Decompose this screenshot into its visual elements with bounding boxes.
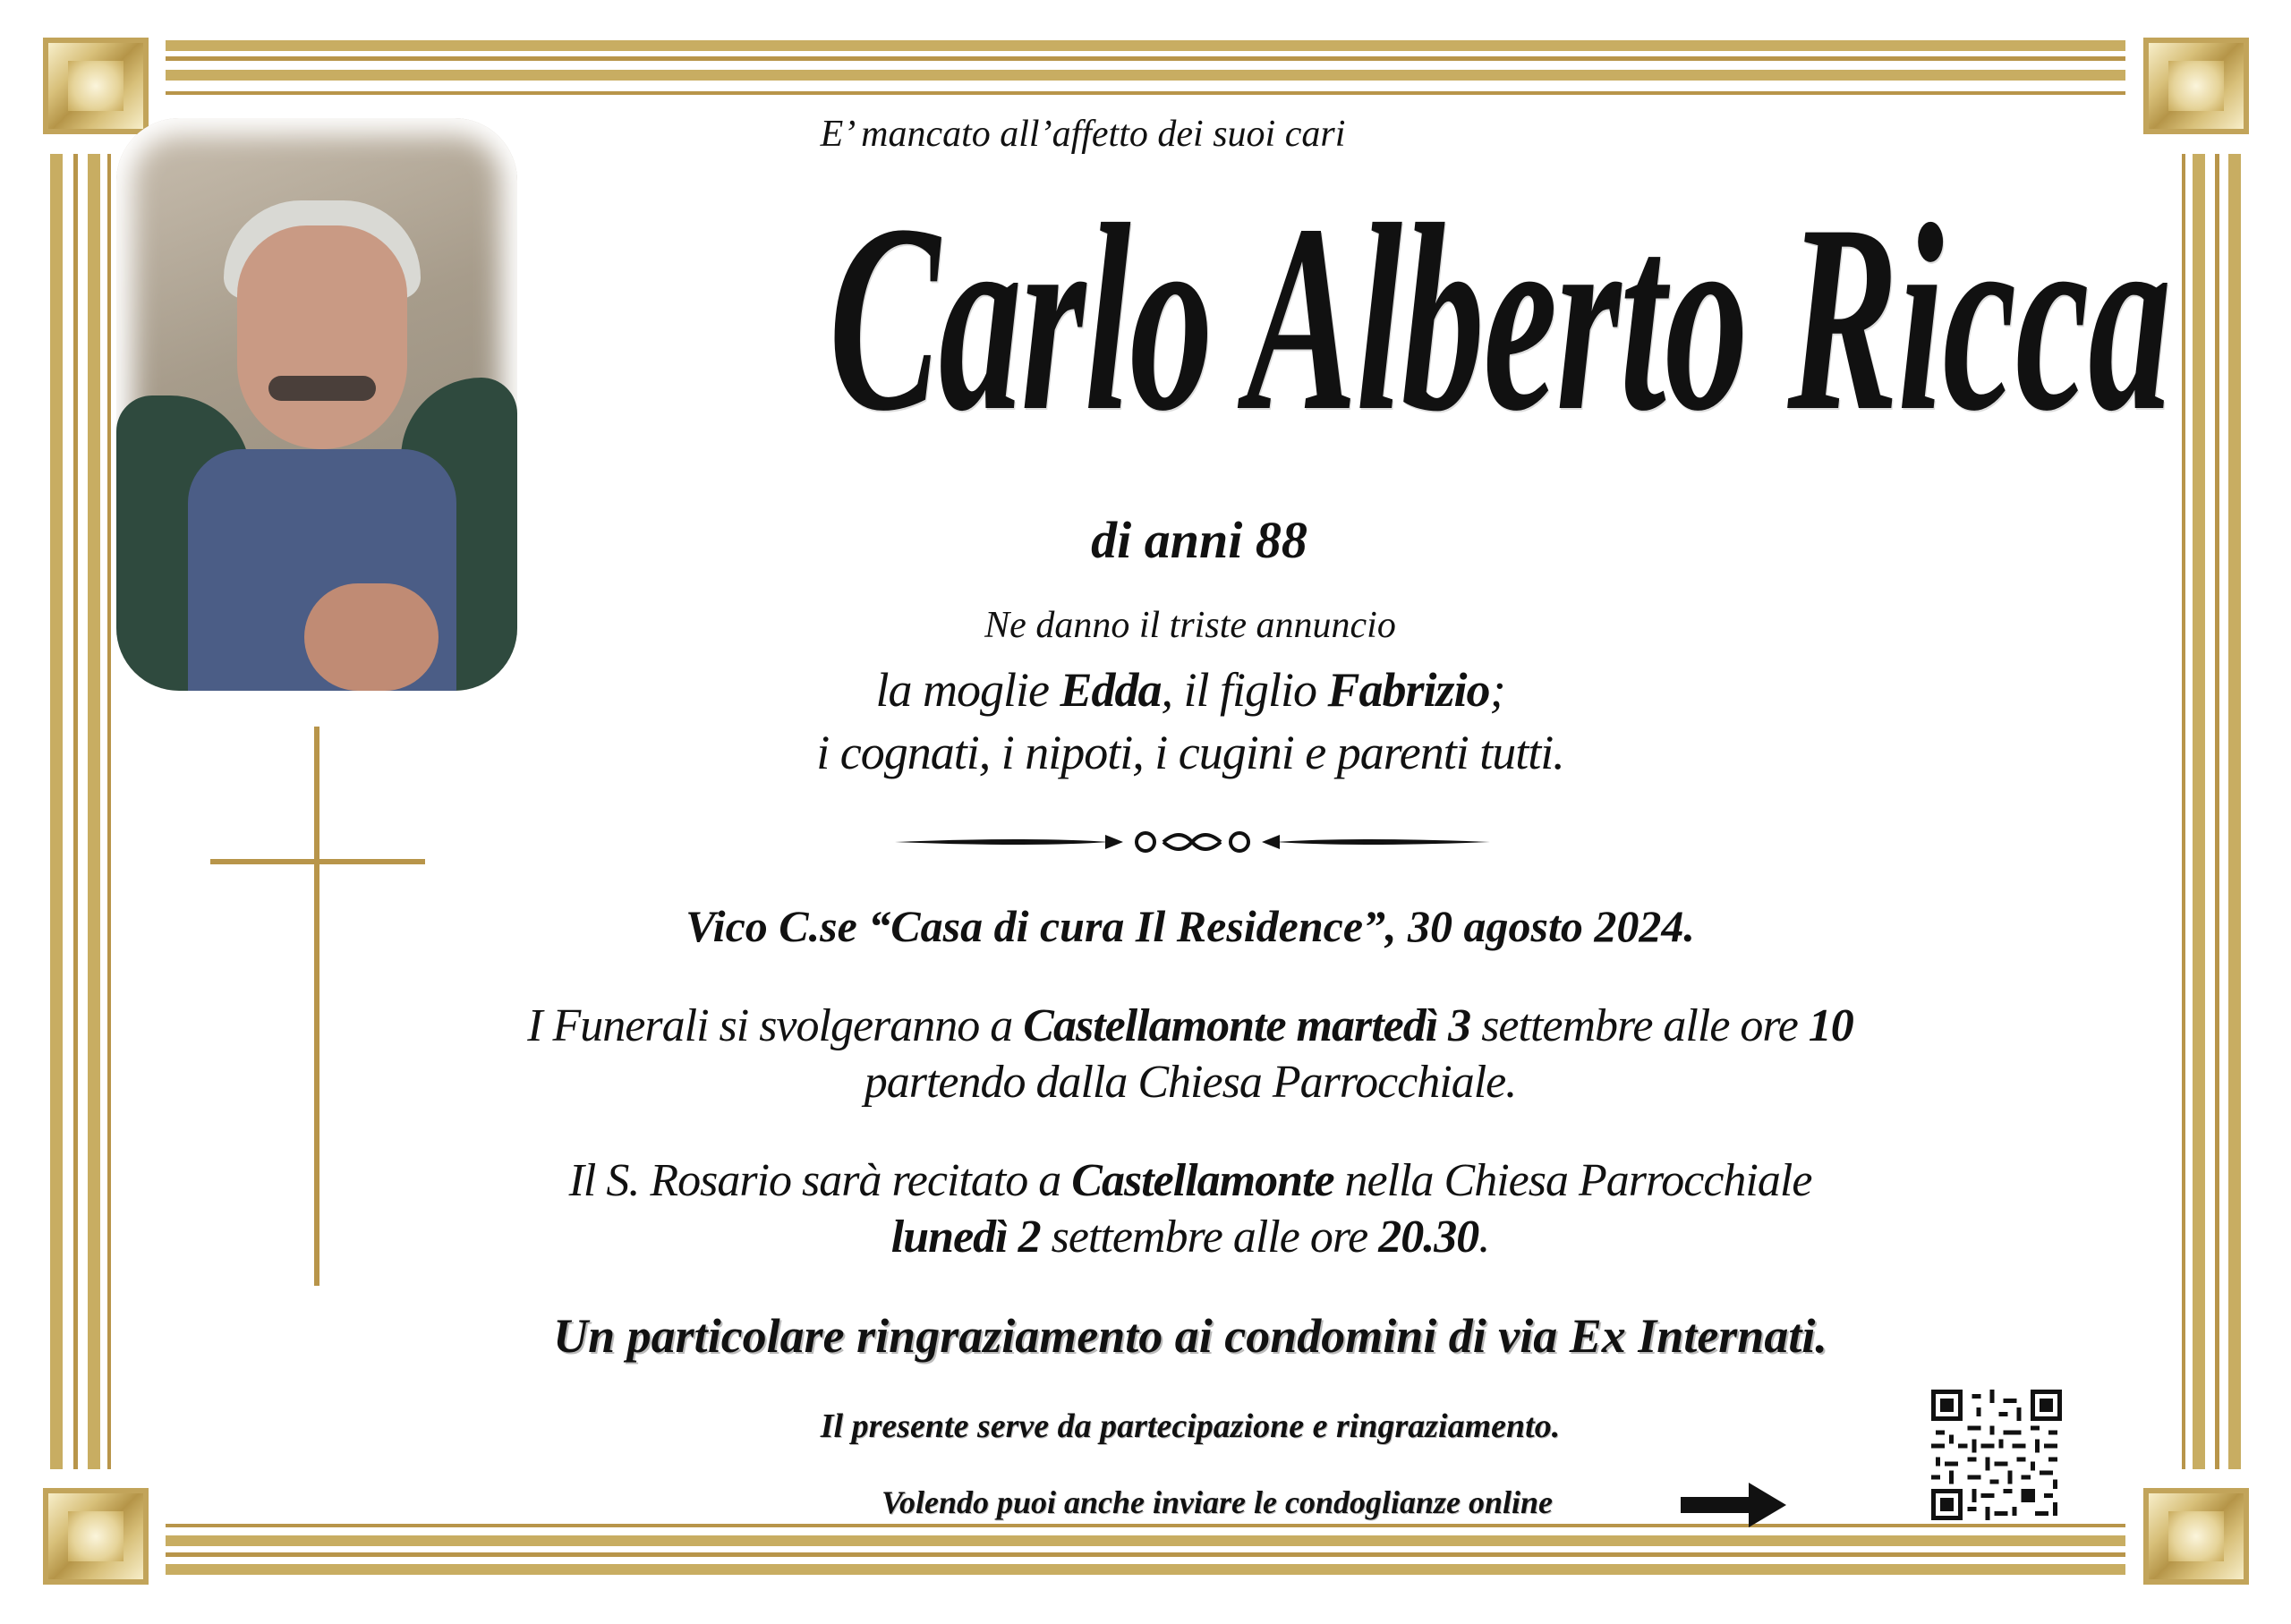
family-text-2: , il figlio — [1161, 663, 1328, 717]
corner-ornament-bottom-left — [43, 1488, 149, 1585]
frame-bottom-line — [166, 1524, 2125, 1527]
rosary-text-1: Il S. Rosario sarà recitato a — [568, 1155, 1072, 1206]
photo-face — [237, 225, 407, 449]
frame-right-bar-2 — [2228, 154, 2241, 1469]
portrait-photo — [116, 118, 517, 691]
frame-right-line-2 — [2215, 154, 2219, 1469]
rosary-line-1 — [376, 1154, 2005, 1207]
frame-left-bar — [50, 154, 63, 1469]
ornament-divider-icon — [895, 826, 1490, 858]
frame-right-line — [2182, 154, 2185, 1469]
participation-text: Il presente serve da partecipazione e ringraziamento. — [820, 1407, 1561, 1445]
deceased-name: Carlo Alberto Ricca — [829, 169, 2171, 466]
funeral-hour: 10 — [1808, 1000, 1853, 1051]
frame-top-bar-2 — [166, 70, 2125, 81]
frame-left-line — [73, 154, 78, 1469]
frame-right-bar — [2193, 154, 2205, 1469]
funeral-place-day: Castellamonte martedì 3 — [1023, 1000, 1471, 1051]
rosary-text-3: settembre alle ore — [1040, 1212, 1379, 1263]
funeral-text-2: settembre alle ore — [1470, 1000, 1809, 1051]
family-line-1 — [483, 662, 1897, 718]
intro-text: E’ mancato all’affetto dei suoi cari — [820, 114, 1346, 155]
frame-top-line-2 — [166, 91, 2125, 95]
funeral-line-2: partendo dalla Chiesa Parrocchiale. — [864, 1057, 1517, 1108]
funeral-line-1 — [376, 999, 2005, 1052]
frame-left-bar-2 — [88, 154, 100, 1469]
age-text: di anni 88 — [1091, 511, 1307, 569]
frame-bottom-bar-2 — [166, 1564, 2125, 1575]
corner-ornament-top-right — [2143, 38, 2249, 134]
son-name: Fabrizio — [1327, 663, 1490, 717]
frame-top-line — [166, 56, 2125, 61]
qr-code-icon[interactable] — [1931, 1390, 2062, 1520]
frame-bottom-bar — [166, 1535, 2125, 1546]
frame-bottom-line-2 — [166, 1552, 2125, 1557]
wife-name: Edda — [1060, 663, 1162, 717]
photo-hand — [304, 583, 439, 691]
rosary-hour: 20.30 — [1378, 1212, 1479, 1263]
rosary-text-4: . — [1478, 1212, 1490, 1263]
family-line-2: i cognati, i nipoti, i cugini e parenti tutti. — [816, 726, 1564, 779]
family-text-1: la moglie — [875, 663, 1060, 717]
rosary-day: lunedì 2 — [890, 1212, 1041, 1263]
family-text-3: ; — [1489, 663, 1505, 717]
arrow-right-icon — [1681, 1481, 1786, 1529]
rosary-text-2: nella Chiesa Parrocchiale — [1333, 1155, 1812, 1206]
funeral-text-1: I Funerali si svolgeranno a — [527, 1000, 1024, 1051]
frame-top-bar — [166, 40, 2125, 51]
rosary-place: Castellamonte — [1071, 1155, 1334, 1206]
announce-intro: Ne danno il triste annuncio — [984, 605, 1396, 646]
frame-left-line-2 — [107, 154, 111, 1469]
corner-ornament-bottom-right — [2143, 1488, 2249, 1585]
thanks-text: Un particolare ringraziamento ai condomini di via Ex Internati. — [553, 1309, 1827, 1363]
rosary-line-2 — [376, 1211, 2005, 1263]
photo-mustache — [268, 376, 376, 401]
place-date: Vico C.se “Casa di cura Il Residence”, 30 agosto 2024. — [686, 901, 1695, 951]
condolences-text: Volendo puoi anche inviare le condoglianze online — [881, 1484, 1554, 1520]
